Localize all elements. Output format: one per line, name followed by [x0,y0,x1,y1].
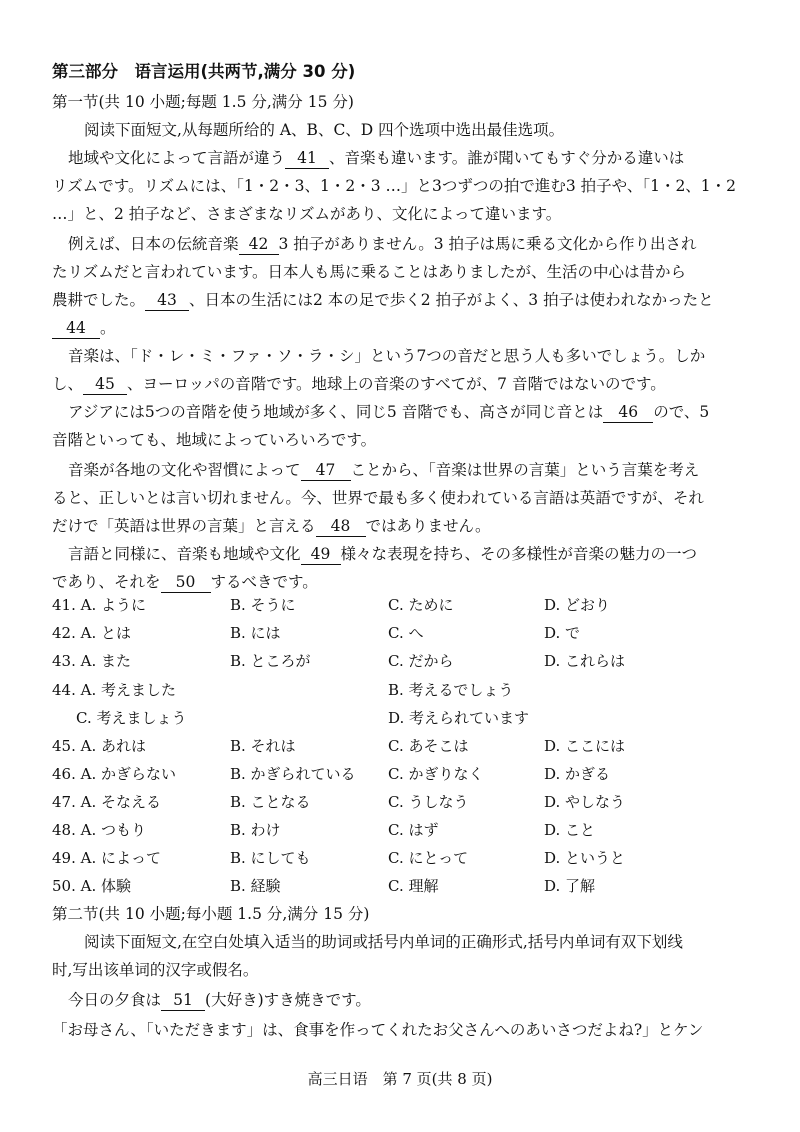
option-42-d[interactable]: D. で [544,624,581,642]
section2-instruction-line-2: 时,写出该单词的汉字或假名。 [52,961,259,979]
passage-line-10: アジアには5つの音階を使う地域が多く、同じ5 音階でも、高さが同じ音とは 46 ので、5 [68,403,710,421]
option-46-a[interactable]: 46. A. かぎらない [52,765,176,783]
blank-44[interactable]: 44 [52,318,100,339]
option-44-c[interactable]: C. 考えましょう [76,709,187,727]
option-42-a[interactable]: 42. A. とは [52,624,131,642]
option-47-a[interactable]: 47. A. そなえる [52,793,161,811]
blank-45[interactable]: 45 [83,374,127,395]
section2-passage-line-1: 今日の夕食は 51 (大好き)すき焼きです。 [68,991,371,1009]
option-42-b[interactable]: B. には [230,624,281,642]
options-50 [52,875,752,897]
option-42-c[interactable]: C. へ [388,624,424,642]
option-50-b[interactable]: B. 経験 [230,877,281,895]
options-47 [52,791,752,813]
blank-50[interactable]: 50 [161,572,211,593]
option-49-a[interactable]: 49. A. によって [52,849,161,867]
option-47-c[interactable]: C. うしなう [388,793,469,811]
options-43 [52,650,752,672]
option-47-b[interactable]: B. ことなる [230,793,311,811]
option-48-c[interactable]: C. はず [388,821,439,839]
option-44-b[interactable]: B. 考えるでしょう [388,681,514,699]
option-50-c[interactable]: C. 理解 [388,877,439,895]
option-47-d[interactable]: D. やしなう [544,793,626,811]
option-43-d[interactable]: D. これらは [544,652,626,670]
passage-line-4: 例えば、日本の伝統音楽 42 3 拍子がありません。3 拍子は馬に乗る文化から作り出され [68,235,697,253]
passage-line-2: リズムです。リズムには、「1・2・3、1・2・3 …」と3つずつの拍で進む3 拍子や、「1・2、1・2 [52,177,737,195]
part3-title: 第三部分 语言运用(共两节,满分 30 分) [52,62,356,81]
passage-line-11: 音階といっても、地域によっていろいろです。 [52,431,377,449]
option-44-d[interactable]: D. 考えられています [388,709,530,727]
option-41-c[interactable]: C. ために [388,596,454,614]
passage-line-8: 音楽は、「ド・レ・ミ・ファ・ソ・ラ・シ」という7つの音だと思う人も多いでしょう。しか [68,347,706,365]
passage-line-16: であり、それを 50 するべきです。 [52,573,318,591]
option-46-b[interactable]: B. かぎられている [230,765,356,783]
options-44-row2 [52,707,752,729]
options-45 [52,735,752,757]
blank-51[interactable]: 51 [161,990,205,1011]
option-49-c[interactable]: C. にとって [388,849,469,867]
option-44-a[interactable]: 44. A. 考えました [52,681,176,699]
option-48-a[interactable]: 48. A. つもり [52,821,146,839]
blank-41[interactable]: 41 [285,148,329,169]
options-42 [52,622,752,644]
passage-line-15: 言語と同様に、音楽も地域や文化 49 様々な表現を持ち、その多様性が音楽の魅力の一つ [68,545,698,563]
option-45-a[interactable]: 45. A. あれは [52,737,146,755]
passage-line-6: 農耕でした。 43 、日本の生活には2 本の足で歩く2 拍子がよく、3 拍子は使われなかったと [52,291,714,309]
blank-46[interactable]: 46 [603,402,653,423]
option-50-d[interactable]: D. 了解 [544,877,596,895]
section2-passage-line-2: 「お母さん、「いただきます」は、食事を作ってくれたお父さんへのあいさつだよね?」とケン [52,1021,704,1039]
option-45-c[interactable]: C. あそこは [388,737,469,755]
section2-instruction-line-1: 阅读下面短文,在空白处填入适当的助词或括号内单词的正确形式,括号内单词有双下划线 [84,933,683,951]
option-46-c[interactable]: C. かぎりなく [388,765,484,783]
section2-header: 第二节(共 10 小题;每小题 1.5 分,满分 15 分) [52,905,370,923]
passage-line-1: 地域や文化によって言語が違う 41 、音楽も違います。誰が聞いてもすぐ分かる違いは [68,149,685,167]
option-49-d[interactable]: D. というと [544,849,626,867]
option-43-b[interactable]: B. ところが [230,652,311,670]
option-41-d[interactable]: D. どおり [544,596,611,614]
option-41-a[interactable]: 41. A. ように [52,596,146,614]
options-49 [52,847,752,869]
blank-43[interactable]: 43 [145,290,189,311]
passage-line-14: だけで「英語は世界の言葉」と言える 48 ではありません。 [52,517,491,535]
passage-line-13: ると、正しいとは言い切れません。今、世界で最も多く使われている言語は英語ですが、それ [52,489,704,507]
option-50-a[interactable]: 50. A. 体験 [52,877,131,895]
option-41-b[interactable]: B. そうに [230,596,296,614]
page-footer: 高三日语 第 7 页(共 8 页) [307,1070,493,1088]
blank-42[interactable]: 42 [239,234,279,255]
section1-instruction: 阅读下面短文,从每题所给的 A、B、C、D 四个选项中选出最佳选项。 [84,121,565,139]
options-46 [52,763,752,785]
options-44-row1 [52,679,752,701]
option-46-d[interactable]: D. かぎる [544,765,611,783]
blank-49[interactable]: 49 [301,544,341,565]
options-41 [52,594,752,616]
passage-line-5: たリズムだと言われています。日本人も馬に乗ることはありましたが、生活の中心は昔から [52,263,686,281]
passage-line-3: …」と、2 拍子など、さまざまなリズムがあり、文化によって違います。 [52,205,562,223]
option-45-d[interactable]: D. ここには [544,737,626,755]
option-49-b[interactable]: B. にしても [230,849,311,867]
blank-47[interactable]: 47 [301,460,351,481]
option-48-d[interactable]: D. こと [544,821,596,839]
options-48 [52,819,752,841]
option-43-a[interactable]: 43. A. また [52,652,131,670]
option-43-c[interactable]: C. だから [388,652,454,670]
section1-header: 第一节(共 10 小题;每题 1.5 分,满分 15 分) [52,93,354,111]
option-48-b[interactable]: B. わけ [230,821,281,839]
passage-line-12: 音楽が各地の文化や習慣によって 47 ことから、「音楽は世界の言葉」という言葉を考え [68,461,700,479]
option-45-b[interactable]: B. それは [230,737,296,755]
passage-line-7: 44 。 [52,318,116,339]
passage-line-9: し、 45 、ヨーロッパの音階です。地球上の音楽のすべてが、7 音階ではないのです。 [52,375,666,393]
blank-48[interactable]: 48 [316,516,366,537]
